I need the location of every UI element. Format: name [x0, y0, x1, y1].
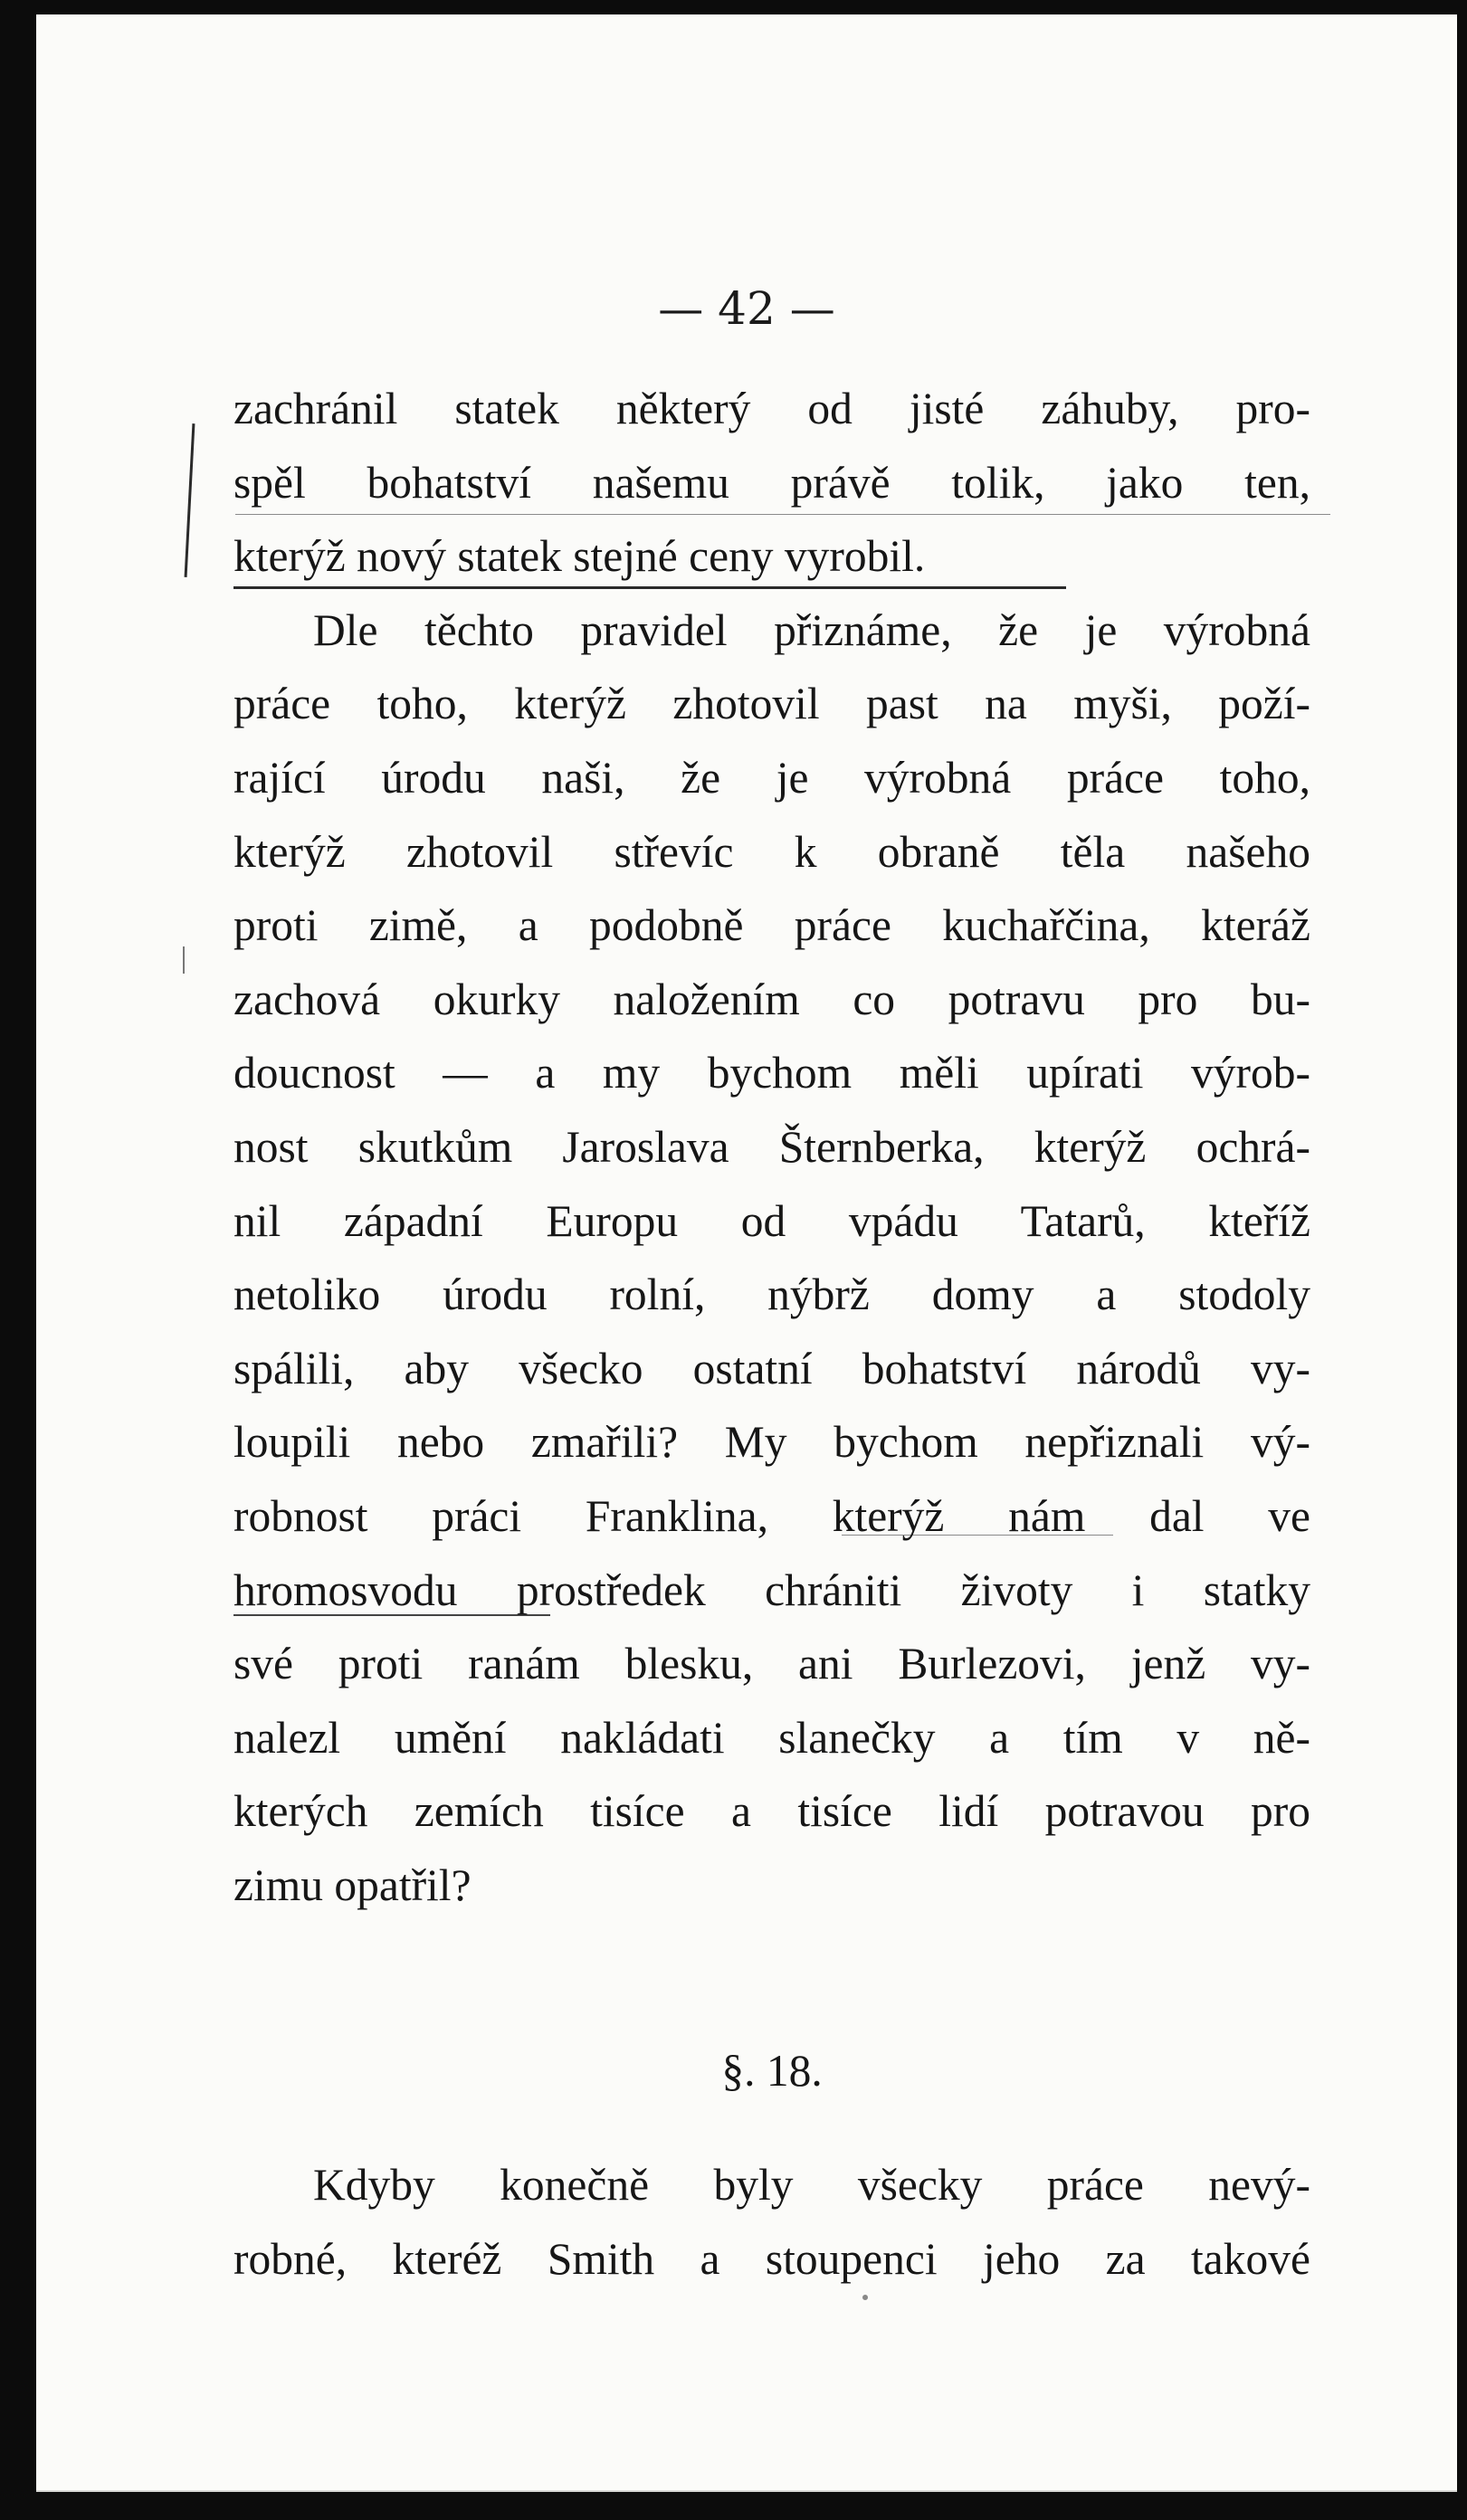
text-line: loupili nebo zmařili? My bychom nepřiznali vý-: [233, 1417, 1310, 1468]
text-line: hromosvodu prostředek chrániti životy i statky: [233, 1564, 1310, 1615]
text-line: robné, kteréž Smith a stoupenci jeho za takové: [233, 2234, 1310, 2285]
margin-tick-mark: [183, 946, 185, 974]
text-line: nil západní Europu od vpádu Tatarů, kteříž: [233, 1195, 1310, 1246]
page-body: [233, 372, 1310, 2297]
book-page: [36, 14, 1457, 2492]
text-line: kterýž zhotovil střevíc k obraně těla našeho: [233, 826, 1310, 877]
text-line: zachová okurky naložením co potravu pro bu-: [233, 974, 1310, 1024]
text-line: Dle těchto pravidel přiznáme, že je výrobná: [313, 604, 1310, 655]
text-line: netoliko úrodu rolní, nýbrž domy a stodoly: [233, 1270, 1310, 1320]
text-line: rající úrodu naši, že je výrobná práce toho,: [233, 752, 1310, 803]
spacer: [233, 1922, 1310, 2021]
text-line: spálili, aby všecko ostatní bohatství národů vy-: [233, 1343, 1310, 1393]
page-number: — 42 —: [658, 282, 835, 335]
text-line: doucnost — a my bychom měli upírati výrob-: [233, 1048, 1310, 1098]
text-line: robnost práci Franklina, kterýž nám dal ve: [233, 1490, 1310, 1541]
text-line: spěl bohatství našemu právě tolik, jako ten,: [233, 457, 1310, 508]
paragraph-continuation: [233, 372, 1310, 594]
section-heading: §. 18.: [721, 2046, 823, 2097]
text-line: své proti ranám blesku, ani Burlezovi, jenž vy-: [233, 1639, 1310, 1689]
text-line: nost skutkům Jaroslava Šternberka, kterýž ochrá-: [233, 1121, 1310, 1172]
text-line: zachránil statek některý od jisté záhuby, pro-: [233, 384, 1310, 433]
text-line: proti zimě, a podobně práce kuchařčina, kteráž: [233, 900, 1310, 951]
text-line: nalezl umění nakládati slanečky a tím v ně-: [233, 1712, 1310, 1763]
text-line: zimu opatřil?: [233, 1859, 472, 1910]
paragraph: [233, 2148, 1310, 2296]
text-line: kterých zemích tisíce a tisíce lidí potravou pro: [233, 1786, 1310, 1837]
margin-bracket-mark: [185, 423, 195, 577]
paragraph: [233, 594, 1310, 1923]
text-line: práce toho, kterýž zhotovil past na myši, poží-: [233, 679, 1310, 729]
text-line: Kdyby konečně byly všecky práce nevý-: [313, 2160, 1310, 2211]
text-line: kterýž nový statek stejné ceny vyrobil.: [233, 531, 926, 582]
